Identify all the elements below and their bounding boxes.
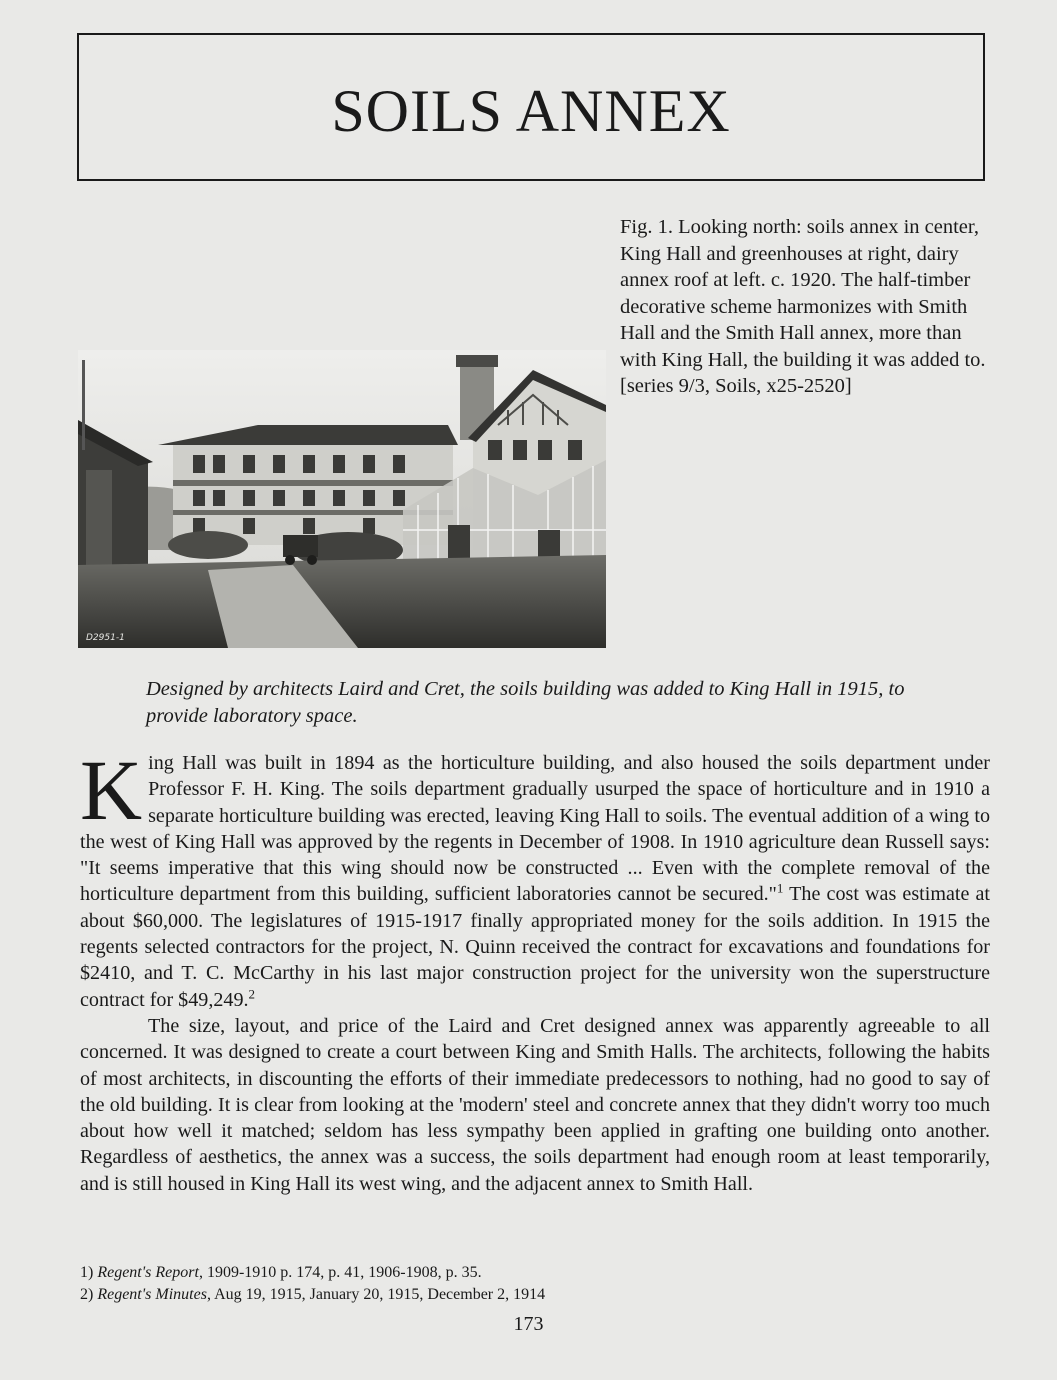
footnote-detail: , Aug 19, 1915, January 20, 1915, December 2, 1914 (206, 1286, 546, 1303)
footnote-source: Regent's Report (97, 1264, 199, 1281)
footnote-number: 2) (80, 1286, 94, 1303)
paragraph-2: The size, layout, and price of the Laird and Cret designed annex was apparently agreeable to all concerned. It was designed to create a court between King and Smith Halls. The architects, following the habits of most architects, in discounting the efforts of their immediate predecessors to nothing, had no good to say of the old building. It is clear from looking at the 'modern' steel and concrete annex that they didn't worry too much about how well it matched; seldom has less sympathy been applied in grafting one building onto another. Regardless of aesthetics, the annex was a success, the soils department had enough room at least temporarily, and is still housed in King Hall its west wing, and the adjacent annex to Smith Hall. (80, 1014, 990, 1195)
photo-negative-number: D2951-1 (86, 633, 125, 643)
footnote-source: Regent's Minutes (97, 1286, 207, 1303)
footnotes (80, 1262, 980, 1306)
paragraph-1-part-b: The cost was estimate at about $60,000. The legislatures of 1915-1917 finally appropriated money for the soils addition. In 1915 the regents selected contractors for the project, N. Quinn received the contract for excavations and foundations for $2410, and T. C. McCarthy in his last major construction project for the university won the superstructure contract for $49,249. (80, 883, 990, 1011)
design-caption: Designed by architects Laird and Cret, the soils building was added to King Hall in 1915, to provide laboratory space. (146, 678, 905, 727)
body-text (80, 742, 990, 1197)
footnote-2 (80, 1284, 980, 1306)
page-title: SOILS ANNEX (331, 77, 731, 144)
footnote-ref-2[interactable]: 2 (248, 985, 256, 1001)
photo-soils-annex (78, 350, 606, 648)
footnote-1 (80, 1262, 980, 1284)
paragraph-1-part-a: ing Hall was built in 1894 as the horticulture building, and also housed the soils department under Professor F. H. King. The soils department gradually usurped the space of horticulture and in 1910 a separate horticulture building was erected, leaving King Hall to soils. The eventual addition of a wing to the west of King Hall was approved by the regents in December of 1908. In 1910 agriculture dean Russell says: "It seems imperative that this wing should now be constructed ... Even with the complete removal of the horticulture department from this building, sufficient laboratories cannot be secured." (80, 752, 990, 906)
title-box (77, 33, 985, 181)
figure-caption: Fig. 1. Looking north: soils annex in center, King Hall and greenhouses at right, dairy annex roof at left. c. 1920. The half-timber decorative scheme harmonizes with Smith Hall and the Smith Hall annex, more than with King Hall, the building it was added to. [series 9/3, Soils, x25-2520] (620, 216, 986, 397)
footnote-ref-1[interactable]: 1 (776, 880, 784, 896)
paragraph-1 (80, 742, 990, 1013)
drop-cap: K (80, 742, 143, 838)
footnote-number: 1) (80, 1264, 94, 1281)
figure-photo (78, 350, 606, 648)
footnote-detail: , 1909-1910 p. 174, p. 41, 1906-1908, p. 35. (198, 1264, 482, 1281)
page-number: 173 (513, 1313, 544, 1335)
